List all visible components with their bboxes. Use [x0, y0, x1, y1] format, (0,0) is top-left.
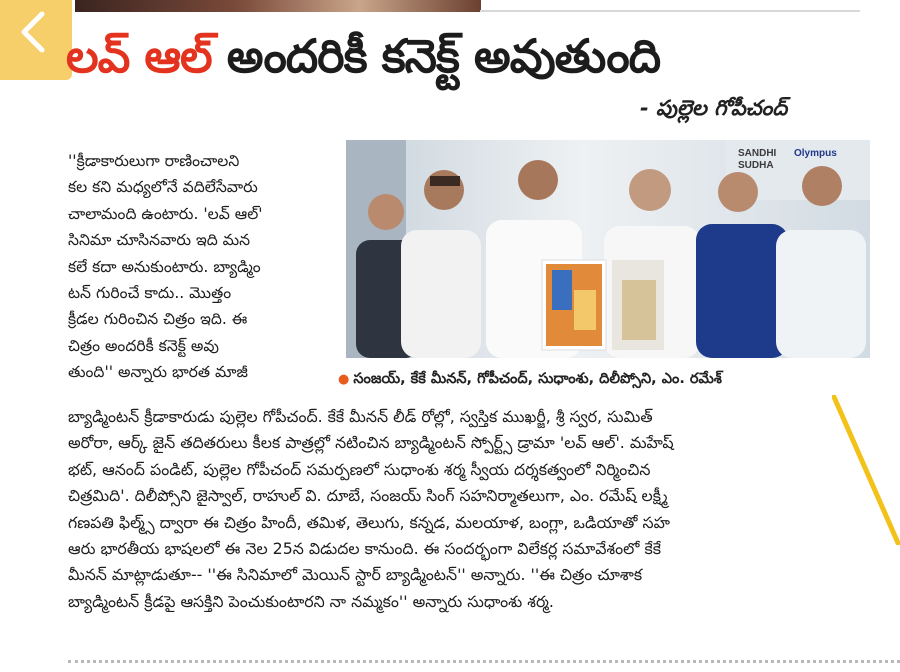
headline-rest: అందరికీ కనెక్ట్ అవుతుంది	[226, 29, 661, 83]
top-rule	[480, 10, 860, 12]
backdrop-logo-line1: SANDHI	[738, 148, 777, 159]
column-line: చాలామంది ఉంటారు. 'లవ్ ఆల్'	[68, 204, 263, 223]
event-photo	[346, 140, 870, 358]
column-line: కల కని మధ్యలోనే వదిలేసేవారు	[68, 178, 258, 197]
article-body-text	[68, 404, 888, 615]
body-line: ఆరు భారతీయ భాషలలో ఈ నెల 25న విడుదల కానుంది. ఈ సందర్భంగా విలేకర్ల సమావేశంలో కేకే	[68, 539, 661, 559]
accent-line	[832, 395, 900, 545]
bullet-dot-icon: ●	[338, 372, 350, 387]
body-line: బ్యాడ్మింటన్ క్రీడాకారుడు పుల్లెల గోపీచంద్. కేకే మీనన్ లీడ్ రోల్లో, స్వస్తిక ముఖర్జీ, శ్రీ స్వర, సుమిత్	[68, 407, 653, 426]
byline: - పుల్లెల గోపీచంద్	[640, 96, 788, 120]
backdrop-logo-brand: Olympus	[794, 148, 837, 159]
event-photo-illustration	[346, 140, 870, 358]
column-line: చిత్రం అందరికీ కనెక్ట్ అవు	[68, 336, 219, 355]
column-line: ''క్రీడాకారులుగా రాణించాలని	[68, 152, 240, 170]
dotted-divider	[68, 660, 900, 663]
top-photo-strip	[75, 0, 481, 12]
column-line: క్రీడల గురించిన చిత్రం ఇది. ఈ	[68, 310, 248, 329]
body-line: గణపతి ఫిల్మ్స్ ద్వారా ఈ చిత్రం హిందీ, తమిళ, తెలుగు, కన్నడ, మలయాళ, బంగ్లా, ఒడియాతో సహ	[68, 512, 670, 532]
column-line: కలే కదా అనుకుంటారు. బ్యాడ్మిం	[68, 257, 261, 276]
body-line: మీనన్ మాట్లాడుతూ-- ''ఈ సినిమాలో మెయిన్ స్టార్ బ్యాడ్మింటన్'' అన్నారు. ''ఈ చిత్రం చూశాక	[68, 565, 643, 585]
headline	[66, 26, 660, 86]
body-line: అరోరా, ఆర్క్ జైన్ తదితరులు కీలక పాత్రల్లో నటించిన బ్యాడ్మింటన్ స్పోర్ట్స్ డ్రామా 'లవ్ ఆల్'. మహేష్	[68, 433, 674, 453]
body-line: బ్యాడ్మింటన్ క్రీడపై ఆసక్తిని పెంచుకుంటారని నా నమ్మకం'' అన్నారు సుధాంశు శర్మ.	[68, 591, 554, 611]
chevron-left-icon	[14, 10, 54, 54]
headline-highlight: లవ్ ఆల్	[66, 29, 212, 83]
column-line: తుంది'' అన్నారు భారత మాజీ	[68, 363, 248, 382]
column-line: సినిమా చూసినవారు ఇది మన	[68, 231, 251, 250]
photo-caption	[338, 371, 722, 391]
body-line: భట్, ఆనంద్ పండిట్, పుల్లెల గోపీచంద్ సమర్పణలో సుధాంశు శర్మ స్వీయ దర్శకత్వంలో నిర్మించిన	[68, 459, 651, 479]
body-line: చిత్రమిది'. దిలీప్సోని జైస్వాల్, రాహుల్ వి. దూబే, సంజయ్ సింగ్ సహనిర్మాతలుగా, ఎం. రమేష్ లక్ష్మీ	[68, 486, 668, 506]
photo-caption-text: సంజయ్, కేకే మీనన్, గోపీచంద్, సుధాంశు, దిలీప్సోని, ఎం. రమేశ్	[353, 371, 722, 387]
back-button[interactable]	[0, 0, 72, 80]
backdrop-logo-line2: SUDHA	[738, 160, 774, 171]
column-line: టన్ గురించే కాదు.. మొత్తం	[68, 284, 232, 303]
article-column-text	[68, 148, 336, 386]
